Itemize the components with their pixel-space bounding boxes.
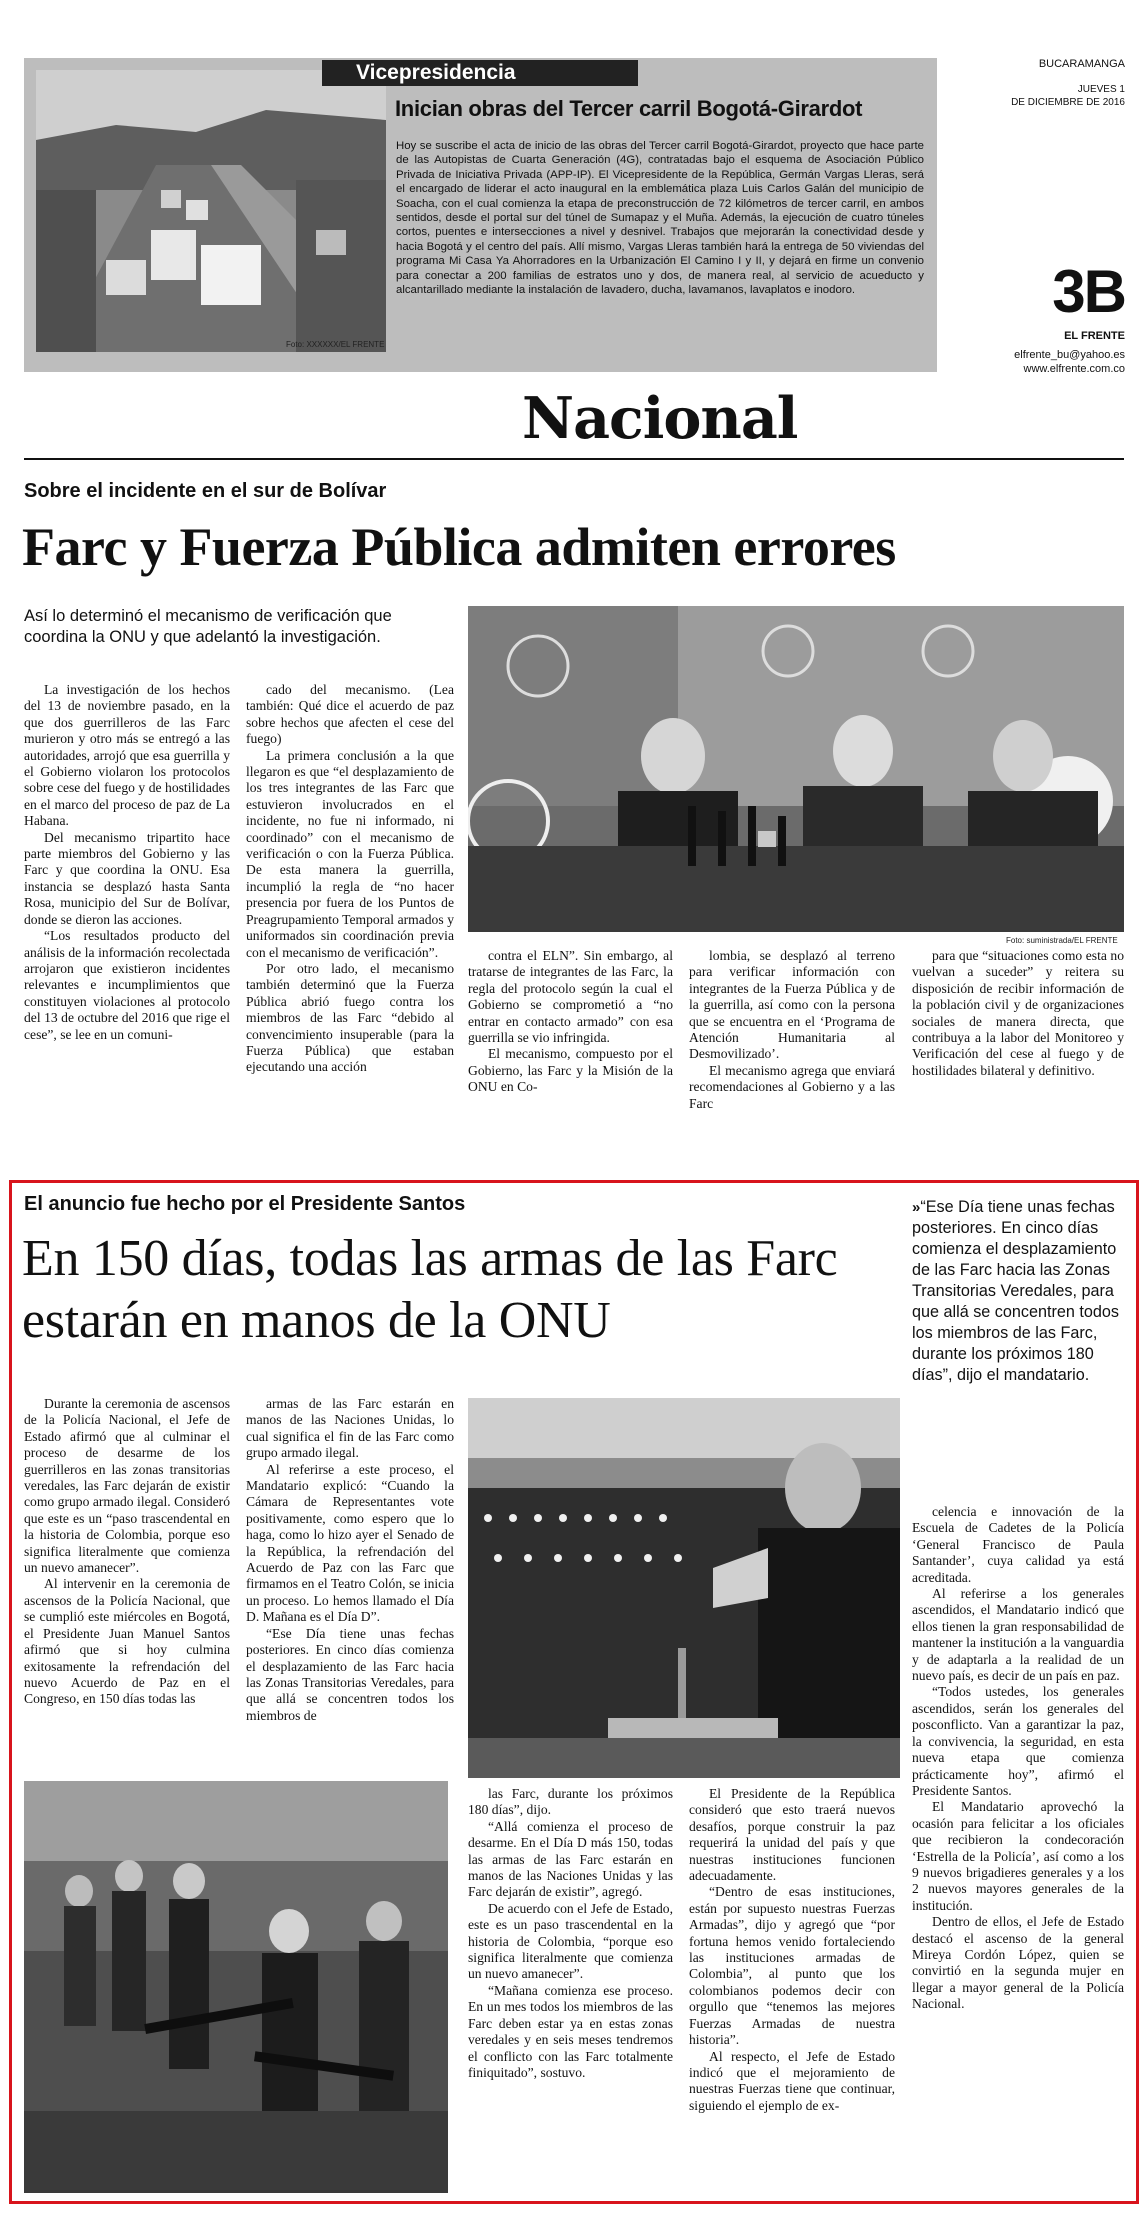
story1-deck: Así lo determinó el mecanismo de verificación que coordina la ONU y que adelantó la investigación. <box>24 607 392 646</box>
story1-col-3 <box>468 948 673 1096</box>
story1-photo-credit: Foto: suministrada/EL FRENTE <box>1006 936 1118 945</box>
highway-photo <box>36 70 386 352</box>
vice-tag: Vicepresidencia <box>322 60 638 86</box>
paragraph: Por otro lado, el mecanismo también determinó que la Fuerza Pública abrió fuego contra los miembros de las Farc “debido al convencimiento insuperable (para la Fuerza Pública) que estaban ejecutando una acción <box>246 960 454 1075</box>
story2-headline: En 150 días, todas las armas de las Farc estarán en manos de la ONU <box>22 1230 838 1349</box>
vice-photo-credit: Foto: XXXXXX/EL FRENTE <box>286 340 385 349</box>
santos-speech-photo <box>468 1398 900 1778</box>
story2-col-3 <box>468 1786 673 2081</box>
press-conference-photo <box>468 606 1124 932</box>
paragraph: Al referirse a este proceso, el Mandatario explicó: “Cuando la Cámara de Representantes vote positivamente, como espero que lo haga, como lo hizo ayer el Senado de la República, la refrendación del Acuerdo de Paz con las Farc que firmamos en el Teatro Colón, se inicia un proceso. Lo hemos llamado el Día D. Mañana es el Día D”. <box>246 1461 454 1625</box>
paragraph: Al respecto, el Jefe de Estado indicó que el mejoramiento de nuestras Fuerzas tiene que continuar, siguiendo el ejemplo de ex- <box>689 2048 895 2113</box>
story2-col-5 <box>912 1504 1124 2013</box>
section-rule <box>24 458 1124 460</box>
paragraph: Al referirse a los generales ascendidos, el Mandatario indicó que ellos tienen la gran responsabilidad de mantener la institución a la vanguardia y de adaptarla a la realidad de un nuevo país, es decir de un país en paz. <box>912 1586 1124 1684</box>
paragraph: “Allá comienza el proceso de desarme. En el Día D más 150, todas las armas de las Farc estarán en manos de las Naciones Unidas y las Farc dejarán de existir”, agregó. <box>468 1818 673 1900</box>
story2-kicker: El anuncio fue hecho por el Presidente Santos <box>24 1193 466 1215</box>
paragraph: para que “situaciones como esta no vuelvan a suceder” y reitera su disposición de recibir información de la población civil y de organizaciones sociales de manera directa, que contribuya a la labor del Monitoreo y Verificación del cese al fuego y de hostilidades bilateral y definitivo. <box>912 948 1124 1078</box>
story1-col-4 <box>689 948 895 1112</box>
paragraph: El Presidente de la República consideró que esto traerá nuevos desafíos, porque construir la paz requerirá la unidad del país y que nuestras instituciones funcionen adecuadamente. <box>689 1786 895 1884</box>
vice-body: Hoy se suscribe el acta de inicio de las obras del Tercer carril Bogotá-Girardot, proyecto que hace parte de las Autopistas de Cuarta Generación (4G), contratadas bajo el esquema de Asociación Público Privada de Iniciativa Privada (APP-IP). El Vicepresidente de la República, Germán Vargas Lleras, será el encargado de liderar el acto inaugural en la emblemática plaza Luis Carlos Galán del municipio de Soacha, con el cual comienza la etapa de preconstrucción de 72 kilómetros de tercer carril, en ambos sentidos, desde el portal sur del túnel de Sumapaz y el Muña. Además, la ejecución de cuatro túneles cortos, puentes e intersecciones a nivel y desnivel. Trabajos que mejorarán la conectividad desde y hacia Bogotá y el centro del país. Allí mismo, Vargas Lleras también hará la entrega de 50 viviendas del programa Mi Casa Ya Ahorradores en la Urbanización El Camino I y II, y dejará en firme un convenio para conectar a 200 familias de estratos uno y dos, de manera real, al servicio de acueducto y alcantarillado mediante la instalación de lavadero, ducha, lavamanos, lavaplatos e inodoro. <box>396 140 924 297</box>
story1-kicker: Sobre el incidente en el sur de Bolívar <box>24 480 387 502</box>
pullquote-text: “Ese Día tiene unas fechas posteriores. En cinco días comienza el desplazamiento de las Farc hacia las Zonas Transitorias Veredales, para que allá se concentren todos los miembros de las Farc, durante los próximos 180 días”, dijo el mandatario. <box>912 1198 1119 1384</box>
pullquote-marker: » <box>912 1199 921 1216</box>
vice-title: Inician obras del Tercer carril Bogotá-Girardot <box>395 96 863 121</box>
paragraph: La investigación de los hechos del 13 de noviembre pasado, en la que dos guerrilleros de las Farc murieron y otro más se entregó a las autoridades, arrojó que esa guerrilla y el Gobierno violaron los protocolos sobre cese del fuego y de hostilidades en el marco del proceso de paz de La Habana. <box>24 682 230 829</box>
paragraph: Dentro de ellos, el Jefe de Estado destacó el ascenso de la general Mireya Cordón López, quien se convirtió en la segunda mujer en llegar a mayor general de la Policía Nacional. <box>912 1914 1124 2012</box>
paragraph: contra el ELN”. Sin embargo, al tratarse de integrantes de las Farc, la regla del protocolo según la cual el Gobierno se comprometió a “no entrar en contacto armado” con esa guerrilla se vio infringida. <box>468 948 673 1046</box>
paragraph: El mecanismo, compuesto por el Gobierno, las Farc y la Misión de la ONU en Co- <box>468 1046 673 1095</box>
paragraph: “Ese Día tiene unas fechas posteriores. En cinco días comienza el desplazamiento de las Farc hacia las Zonas Transitorias Veredales, para que allá se concentren todos los miembros de <box>246 1625 454 1723</box>
paragraph: Durante la ceremonia de ascensos de la Policía Nacional, el Jefe de Estado afirmó que al culminar el proceso de desarme de los guerrilleros en las zonas transitorias veredales, las Farc dejarán de existir como grupo armado ilegal. Consideró que este es un “paso trascendental en la historia de Colombia, porque eso significa literalmente que comienza un nuevo amanecer”. <box>24 1396 230 1576</box>
paragraph: “Los resultados producto del análisis de la información recolectada arrojaron que existieron incidentes relevantes e incumplimientos que constituyen violaciones al protocolo del 13 de octubre del 2016 que rige el cese”, se lee en un comuni- <box>24 928 230 1042</box>
story1-headline: Farc y Fuerza Pública admiten errores <box>22 517 896 577</box>
header-date-1: JUEVES 1 <box>1077 84 1125 95</box>
paragraph: lombia, se desplazó al terreno para verificar información con integrantes de la Fuerza Pública y de la guerrilla, así como con la persona que se encuentra en el ‘Programa de Atención Humanitaria al Desmovilizado’. <box>689 948 895 1062</box>
header-email: elfrente_bu@yahoo.es <box>1014 349 1125 361</box>
story1-col-1 <box>24 682 230 1043</box>
story1-col-2 <box>246 682 454 1076</box>
paragraph: Al intervenir en la ceremonia de ascensos de la Policía Nacional, que se cumplió este miércoles en Bogotá, el Presidente Juan Manuel Santos afirmó que si hoy culmina exitosamente la refrendación del nuevo Acuerdo de Paz en el Congreso, en 150 días todas las <box>24 1576 230 1707</box>
paragraph: celencia e innovación de la Escuela de Cadetes de la Policía ‘General Francisco de Paula Santander’, cuya calidad ya está acreditada. <box>912 1504 1124 1585</box>
page-number: 3B <box>1052 258 1125 325</box>
paragraph: Del mecanismo tripartito hace parte miembros del Gobierno y las Farc y que coordina la ONU. Esa instancia se desplazó hasta Santa Rosa, municipio del Sur de Bolívar, donde se dieron las acciones. <box>24 829 230 927</box>
story2-pullquote <box>912 1197 1124 1386</box>
paragraph: armas de las Farc estarán en manos de las Naciones Unidas, lo cual significa el fin de las Farc como grupo armado ilegal. <box>246 1396 454 1461</box>
header-date-2: DE DICIEMBRE DE 2016 <box>1011 97 1125 108</box>
section-title: Nacional <box>522 385 798 452</box>
story2-col-4 <box>689 1786 895 2114</box>
story2-col-2 <box>246 1396 454 1724</box>
paragraph: cado del mecanismo. (Lea también: Qué dice el acuerdo de paz sobre hechos que afecten el cese del fuego) <box>246 682 454 747</box>
paragraph: “Dentro de esas instituciones, están por supuesto nuestras Fuerzas Armadas”, dijo y agregó que “por fortuna hemos venido fortaleciendo las instituciones armadas de Colombia”, al punto que los colombianos podemos decir con orgullo que “tenemos las mejores Fuerzas Armadas de nuestra historia”. <box>689 1884 895 2048</box>
paragraph: De acuerdo con el Jefe de Estado, este es un paso trascendental en la historia de Colombia, “porque eso significa literalmente que comienza un nuevo amanecer”. <box>468 1900 673 1982</box>
header-paper: EL FRENTE <box>1064 330 1125 342</box>
paragraph: “Todos ustedes, los generales ascendidos, serán los generales del posconflicto. Van a garantizar la paz, la convivencia, la seguridad, en esta nueva etapa que comienza prácticamente hoy”, afirmó el Presidente Santos. <box>912 1684 1124 1798</box>
paragraph: las Farc, durante los próximos 180 días”, dijo. <box>468 1786 673 1818</box>
paragraph: El mecanismo agrega que enviará recomendaciones al Gobierno y a las Farc <box>689 1062 895 1111</box>
paragraph: La primera conclusión a la que llegaron es que “el desplazamiento de los tres integrantes de las Farc que estuvieron involucrados en el incidente, no fue ni informado, ni coordinado” con el mecanismo de verificación o con la Fuerza Pública. De esta manera la guerrilla, incumplió la regla de “no hacer presencia por fuera de los Puntos de Preagrupamiento Temporal armados y uniformados sin coordinación previa con el mecanismo de verificación”. <box>246 747 454 960</box>
header-city: BUCARAMANGA <box>1038 58 1125 70</box>
guerrilla-photo <box>24 1781 448 2193</box>
header-web: www.elfrente.com.co <box>1023 363 1125 375</box>
story1-col-5 <box>912 948 1124 1079</box>
paragraph: El Mandatario aprovechó la ocasión para felicitar a los oficiales que recibieron la condecoración ‘Estrella de la Policía’, así como a los 9 nuevos brigadieres generales y a los 2 nuevos mayores generales de la institución. <box>912 1799 1124 1913</box>
story2-col-1 <box>24 1396 230 1708</box>
paragraph: “Mañana comienza ese proceso. En un mes todos los miembros de las Farc deben estar ya en estas zonas veredales y en seis meses tendremos el conflicto con las Farc totalmente finiquitado”, sostuvo. <box>468 1982 673 2080</box>
